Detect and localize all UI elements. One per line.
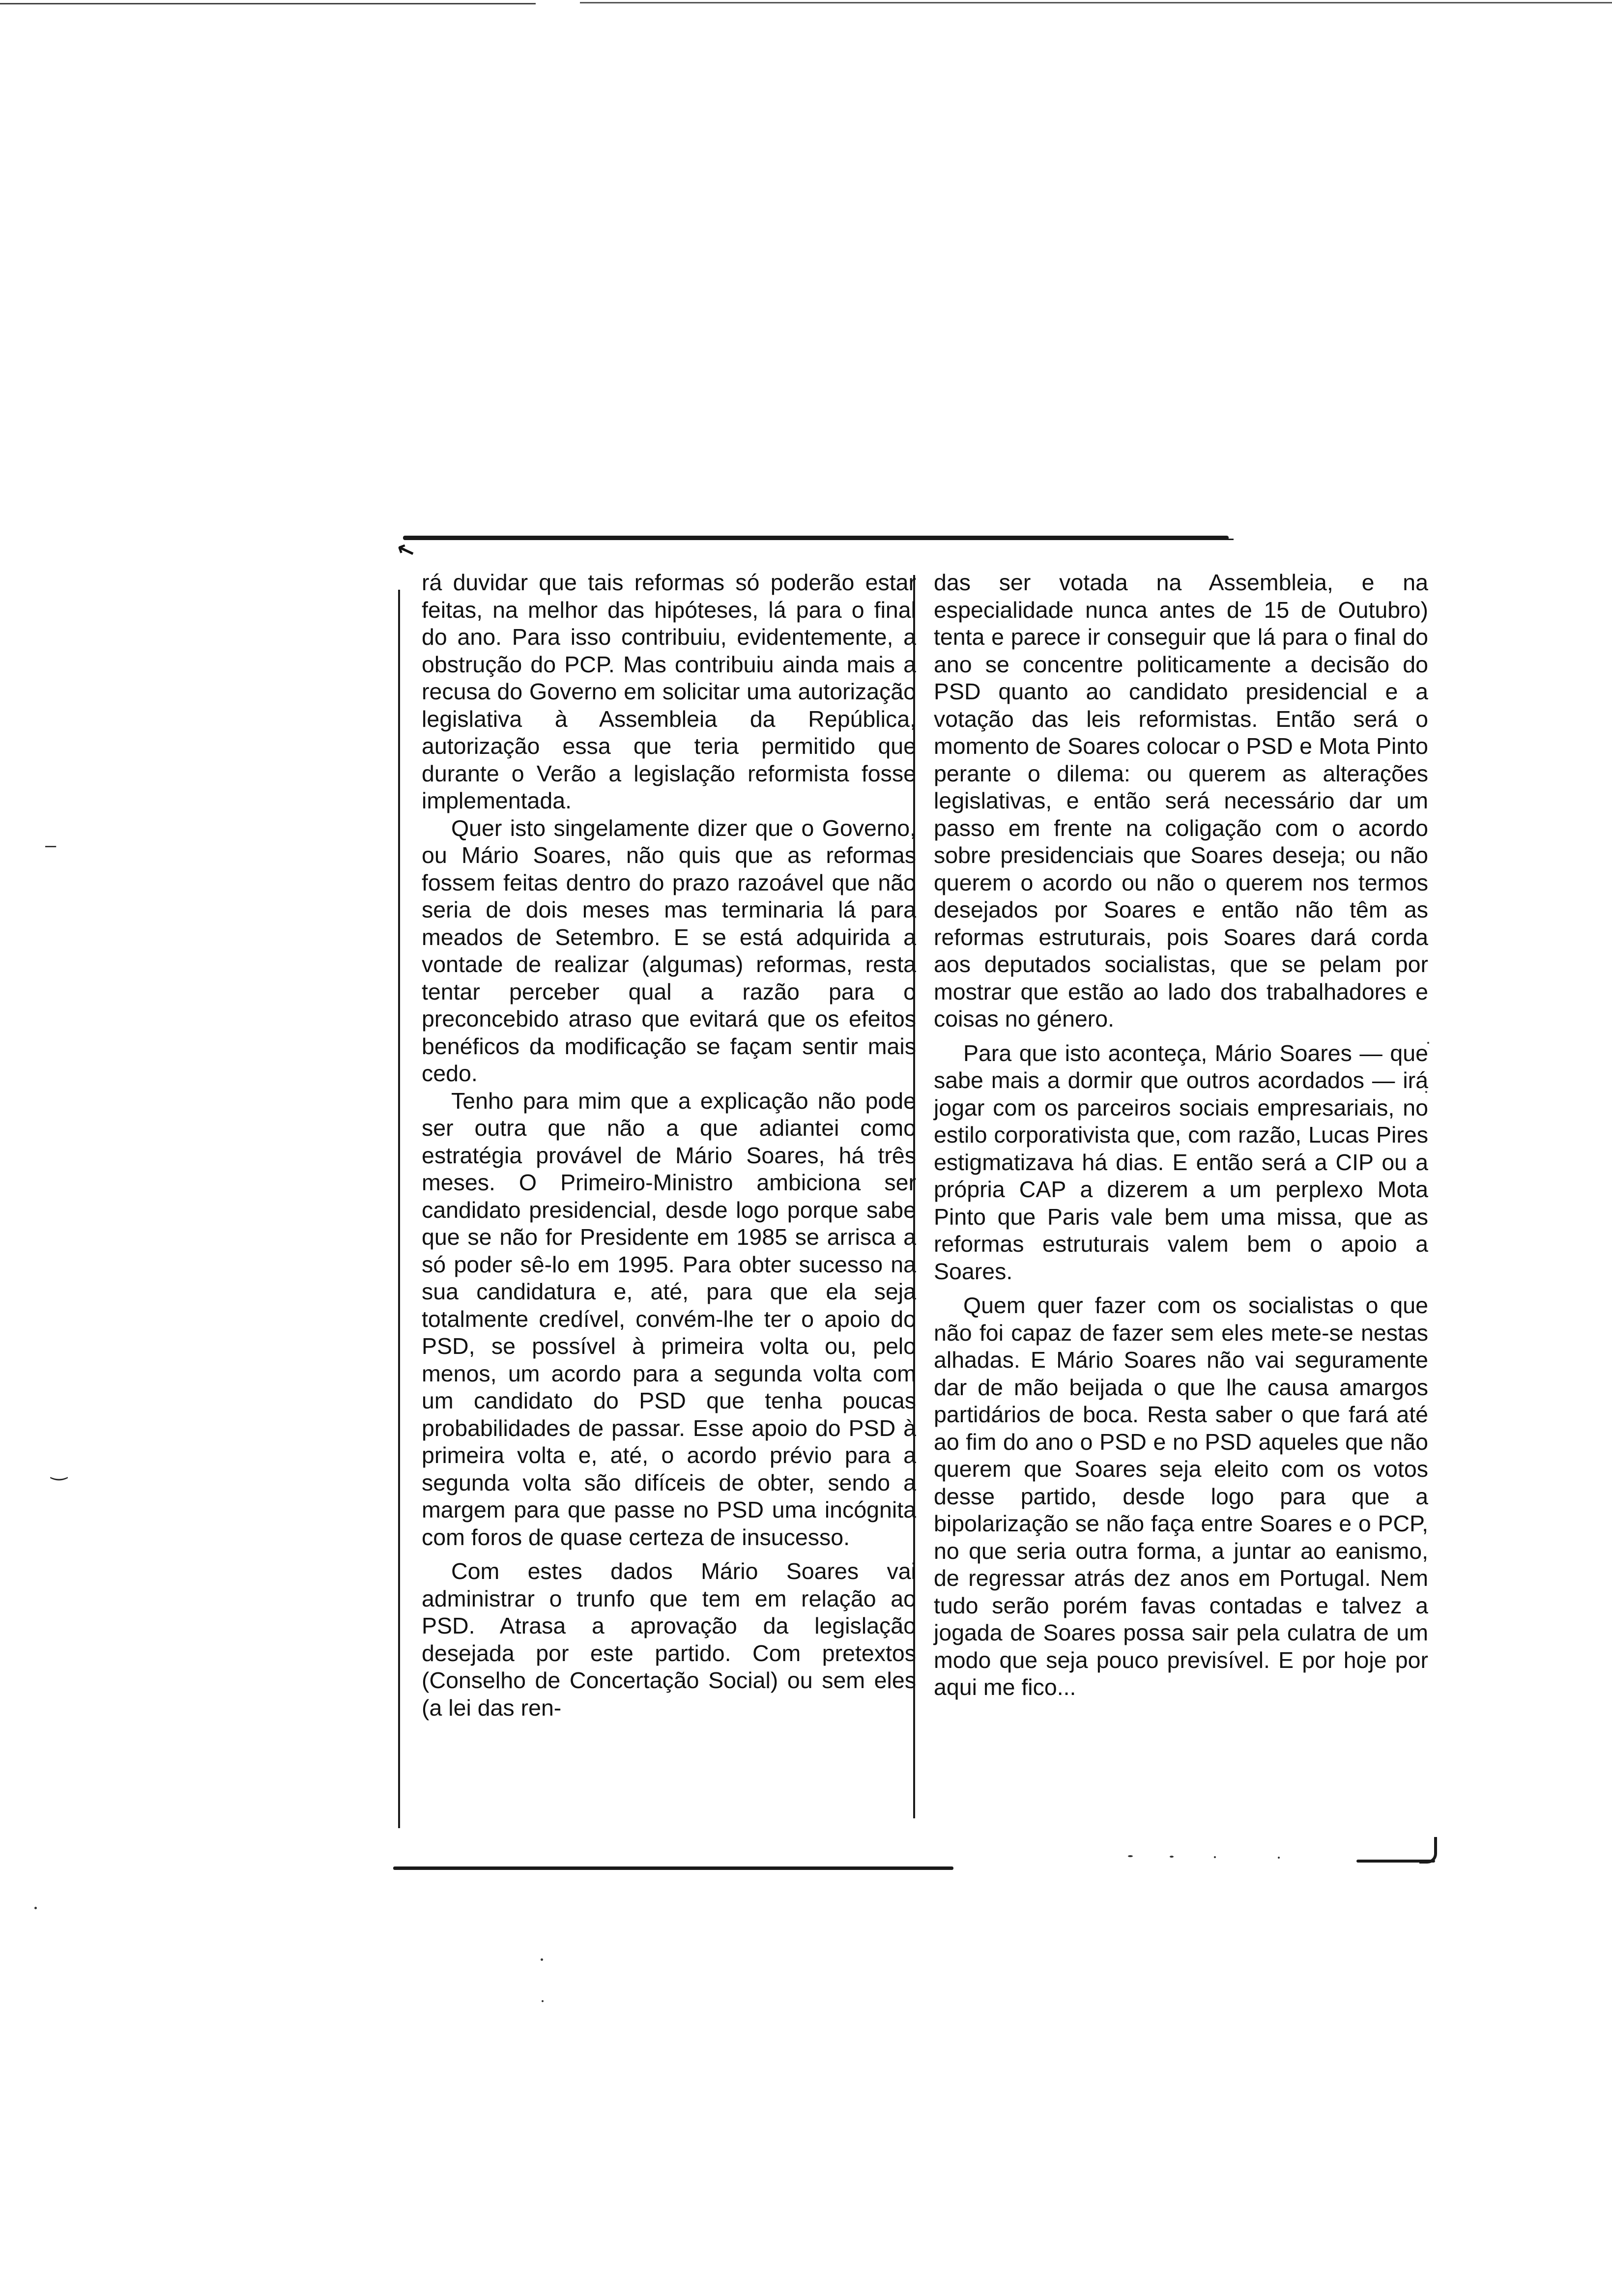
article-paragraph: Para que isto aconteça, Mário Soares — que sabe mais a dormir que outros acordados — irá jogar com os parceiros sociais empresariais, no estilo corporativista que, com razão, Lucas Pires estigmatizava há dias. E então será a CIP ou a própria CAP a dizerem a um perplexo Mota Pinto que Paris vale bem uma missa, que as reformas estruturais valem bem o apoio a Soares. — [934, 1040, 1428, 1284]
left-column-rule — [398, 590, 400, 1828]
scan-speck — [1278, 1857, 1280, 1859]
scan-speck — [1214, 1856, 1216, 1858]
article-left-column — [422, 569, 916, 1722]
scan-speck — [34, 1907, 37, 1909]
clipping-corner-mark-icon: ↖ — [393, 537, 419, 566]
scan-speck — [1128, 1855, 1133, 1857]
article-paragraph: das ser votada na Assembleia, e na especialidade nunca antes de 15 de Outubro) tenta e parece ir conseguir que lá para o final do ano se concentre politicamente a decisão do PSD quanto ao candidato presidencial e a votação das leis reformistas. Então será o momento de Soares colocar o PSD e Mota Pinto perante o dilema: ou querem as alterações legislativas, e então será necessário dar um passo em frente na coligação com o acordo sobre presidenciais que Soares deseja; ou não querem o acordo ou não o querem nos termos desejados por Soares e então não têm as reformas estruturais, pois Soares dará corda aos deputados socialistas, que se pelam por mostrar que estão ao lado dos trabalhadores e coisas no género. — [934, 570, 1428, 1032]
scan-speck — [1170, 1856, 1174, 1858]
article-paragraph: Tenho para mim que a explicação não pode ser outra que não a que adiantei como estratégia provável de Mário Soares, há três meses. O Primeiro-Ministro ambiciona ser candidato presidencial, desde logo porque sabe que se não for Presidente em 1985 se arrisca a só poder sê-lo em 1995. Para obter sucesso na sua candidatura e, até, para que ela seja totalmente credível, convém-lhe ter o apoio do PSD, se possível à primeira volta ou, pelo menos, um acordo para a segunda volta com um candidato do PSD que tenha poucas probabilidades de passar. Esse apoio do PSD à primeira volta e, até, o acordo prévio para a segunda volta são difíceis de obter, sendo a margem para que passe no PSD uma incógnita com foros de quase certeza de insucesso. — [422, 1088, 916, 1550]
scan-speck — [542, 2000, 544, 2002]
article-paragraph: Quer isto singelamente dizer que o Governo, ou Mário Soares, não quis que as reformas fossem feitas dentro do prazo razoável que não seria de dois meses mas terminaria lá para meados de Setembro. E se está adquirida a vontade de realizar (algumas) reformas, resta tentar perceber qual a razão para o preconcebido atraso que evitará que os efeitos benéficos da modificação se façam sentir mais cedo. — [422, 815, 916, 1086]
article-paragraph: Com estes dados Mário Soares vai administrar o trunfo que tem em relação ao PSD. Atrasa a aprovação da legislação desejada por este partido. Com pretextos (Conselho de Concertação Social) ou sem eles (a lei das ren- — [422, 1558, 916, 1721]
punch-hole-mark-icon: ‿ — [51, 1459, 67, 1480]
article-paragraph: Quem quer fazer com os socialistas o que não foi capaz de fazer sem eles mete-se nestas alhadas. E Mário Soares não vai seguramente dar de mão beijada o que lhe causa amargos partidários de boca. Resta saber o que fará até ao fim do ano o PSD e no PSD aqueles que não querem que Soares seja eleito com os votos desse partido, desde logo para que a bipolarização se não faça entre Soares e o PCP, no que seria outra forma, a juntar ao eanismo, de regressar atrás dez anos em Portugal. Nem tudo serão porém favas contadas e talvez a jogada de Soares possa sair pela culatra de um modo que seja pouco previsível. E por hoje por aqui me fico... — [934, 1292, 1428, 1700]
article-paragraph: rá duvidar que tais reformas só poderão estar feitas, na melhor das hipóteses, lá para o final do ano. Para isso contribuiu, evidentemente, a obstrução do PCP. Mas contribuiu ainda mais a recusa do Governo em solicitar uma autorização legislativa à Assembleia da República, autorização essa que teria permitido que durante o Verão a legislação reformista fosse implementada. — [422, 570, 916, 813]
scan-speck — [541, 1958, 543, 1961]
scan-edge-line — [0, 3, 536, 4]
clipping-top-border — [403, 536, 1229, 540]
clipping-bottom-corner — [1419, 1837, 1437, 1864]
clipping-bottom-border — [393, 1866, 953, 1870]
scan-edge-line — [580, 2, 1612, 3]
punch-hole-mark-icon: ‒ — [45, 834, 57, 856]
clipping-top-border-tail — [1189, 539, 1234, 540]
article-right-column — [934, 569, 1428, 1701]
